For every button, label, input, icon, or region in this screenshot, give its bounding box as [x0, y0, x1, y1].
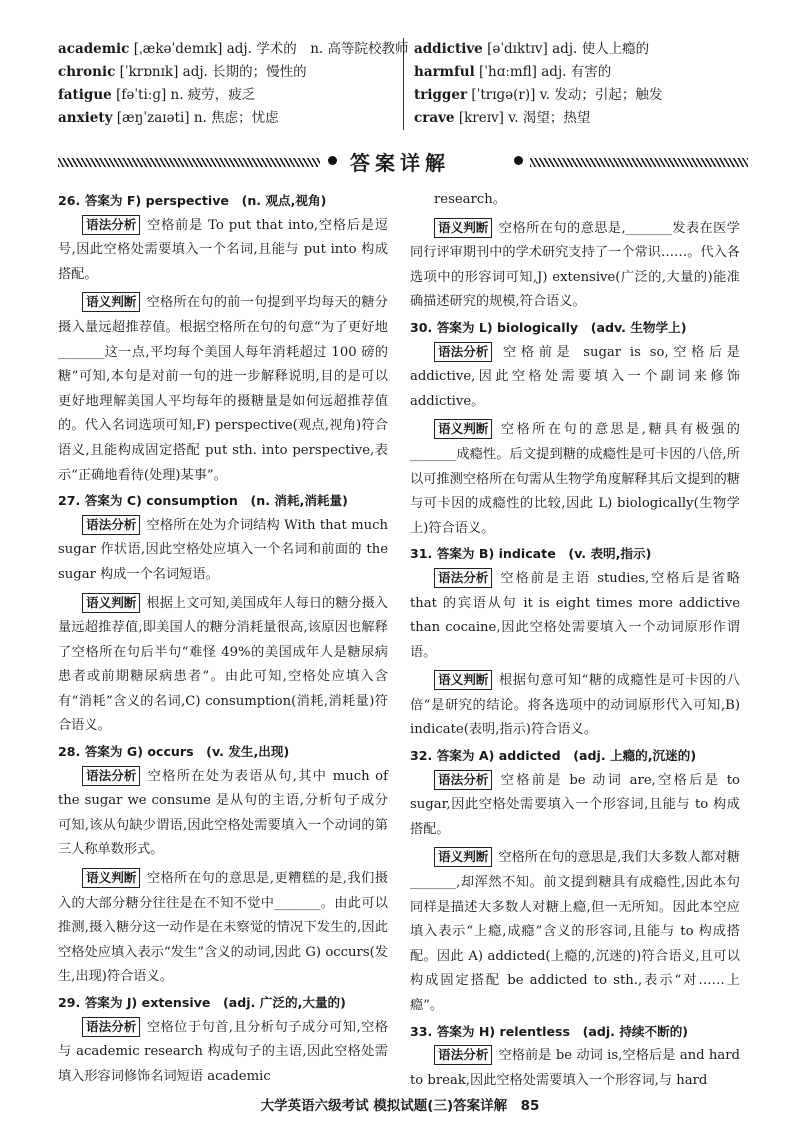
meaning-judgement-label: 语义判断: [82, 292, 140, 312]
vocab-entry: addictive [əˈdɪktɪv] adj. 使人上瘾的: [414, 41, 650, 57]
analysis-paragraph: 语义判断 根据上文可知,美国成年人每日的糖分摄入量远超推荐值,即美国人的糖分消耗量很高,该原因也解释了空格所在句后半句“难怪 49%的美国成年人是糖尿病患者或前期糖尿病患者”。由此可知,空格处应填入含有“消耗”含义的名词,C) consumption(消耗,消耗量)符合语义。: [58, 594, 388, 734]
answer-heading-31: 31. 答案为 B) indicate (v. 表明,指示): [410, 546, 652, 562]
grammar-analysis-label: 语法分析: [434, 1045, 492, 1065]
analysis-paragraph: 语法分析 空格前是 To put that into,空格后是逗号,因此空格处需要填入一个名词,且能与 put into 构成搭配。: [58, 216, 388, 282]
analysis-paragraph: 语法分析 空格前是 sugar is so,空格后是 addictive,因此空格处需要填入一个副词来修饰 addictive。: [410, 343, 740, 409]
continued-text: research。: [434, 192, 506, 207]
heading-rule-right: [530, 158, 748, 167]
grammar-analysis-label: 语法分析: [82, 766, 140, 786]
grammar-analysis-label: 语法分析: [82, 515, 140, 535]
analysis-paragraph: 语义判断 空格所在句的意思是,我们大多数人都对糖_______,却浑然不知。前文提到糖具有成瘾性,因此本句同样是描述大多数人对糖上瘾,但一无所知。因此本空应填入表示“上瘾,成瘾”含义的形容词,且能与 to 构成搭配。因此 A) addicted(上瘾的,沉迷的)符合语义,且可以构成固定搭配 be addicted to sth.,表示“对……上瘾”。: [410, 849, 740, 1013]
analysis-paragraph: 语义判断 空格所在句的前一句提到平均每天的糖分摄入量远超推荐值。根据空格所在句的句意“为了更好地_______这一点,平均每个美国人每年消耗超过 100 磅的糖”可知,本句是对前一句的进一步解释说明,目的是可以更好地理解美国人平均每年的摄糖量是如何远超推荐值的。代入名词选项可知,F) perspective(观点,视角)符合语义,且能构成固定搭配 put sth. into perspective,表示“正确地看待(处理)某事”。: [58, 294, 388, 483]
analysis-paragraph: 语法分析 空格位于句首,且分析句子成分可知,空格与 academic research 构成句子的主语,因此空格处需填入形容词修饰名词短语 academic: [58, 1018, 388, 1084]
answers-column-right: [410, 188, 740, 1093]
heading-dot-right: [514, 156, 523, 165]
grammar-analysis-label: 语法分析: [82, 1017, 140, 1037]
grammar-analysis-label: 语法分析: [434, 568, 492, 588]
analysis-paragraph: 语法分析 空格所在处为介词结构 With that much sugar 作状语,因此空格处应填入一个名词和前面的 the sugar 构成一个名词短语。: [58, 516, 388, 582]
vocab-entry: fatigue [fəˈtiːɡ] n. 疲劳，疲乏: [58, 87, 256, 103]
meaning-judgement-label: 语义判断: [82, 593, 140, 613]
section-title: 答案详解: [350, 151, 450, 175]
analysis-paragraph: 语法分析 空格前是 be 动词 are,空格后是 to sugar,因此空格处需要填入一个形容词,且能与 to 构成搭配。: [410, 771, 740, 837]
analysis-paragraph: 语法分析 空格前是主语 studies,空格后是省略 that 的宾语从句 it is eight times more addictive than cocaine,因此空格处需要填入一个动词原形作谓语。: [410, 569, 740, 660]
vocab-entry: chronic [ˈkrɒnɪk] adj. 长期的；慢性的: [58, 64, 307, 80]
vocabulary-box: [58, 38, 748, 130]
vocab-entry: crave [kreɪv] v. 渴望；热望: [414, 110, 591, 126]
meaning-judgement-label: 语义判断: [82, 868, 140, 888]
answer-heading-33: 33. 答案为 H) relentless (adj. 持续不断的): [410, 1023, 689, 1039]
meaning-judgement-label: 语义判断: [434, 218, 492, 238]
vocabulary-column-right: [404, 38, 748, 130]
heading-rule-left: [58, 158, 320, 167]
answer-heading-27: 27. 答案为 C) consumption (n. 消耗,消耗量): [58, 493, 348, 509]
page-footer: 大学英语六级考试 模拟试题(三)答案详解 85: [260, 1098, 540, 1114]
vocab-entry: harmful [ˈhɑːmfl] adj. 有害的: [414, 64, 612, 80]
section-heading: [58, 150, 748, 174]
analysis-paragraph: 语法分析 空格所在处为表语从句,其中 much of the sugar we consume 是从句的主语,分析句子成分可知,该从句缺少谓语,因此空格处需要填入一个动词的第三人称单数形式。: [58, 767, 388, 858]
meaning-judgement-label: 语义判断: [434, 670, 492, 690]
answer-heading-30: 30. 答案为 L) biologically (adv. 生物学上): [410, 319, 687, 335]
answer-heading-26: 26. 答案为 F) perspective (n. 观点,视角): [58, 193, 327, 208]
analysis-paragraph: 语义判断 根据句意可知“糖的成瘾性是可卡因的八倍”是研究的结论。将各选项中的动词原形代入可知,B) indicate(表明,指示)符合语义。: [410, 672, 740, 738]
heading-dot-left: [328, 156, 337, 165]
answer-heading-28: 28. 答案为 G) occurs (v. 发生,出现): [58, 744, 290, 760]
vocab-entry: trigger [ˈtrɪɡə(r)] v. 发动；引起；触发: [414, 87, 663, 103]
grammar-analysis-label: 语法分析: [434, 342, 492, 362]
grammar-analysis-label: 语法分析: [434, 770, 492, 790]
analysis-paragraph: 语义判断 空格所在句的意思是,糖具有极强的_______成瘾性。后文提到糖的成瘾性是可卡因的八倍,所以可推测空格所在句需从生物学角度解释其后文提到的糖与可卡因的成瘾性的比较,因此 L) biologically(生物学上)符合语义。: [410, 421, 740, 536]
analysis-paragraph: 语法分析 空格前是 be 动词 is,空格后是 and hard to break,因此空格处需要填入一个形容词,与 hard: [410, 1047, 740, 1088]
meaning-judgement-label: 语义判断: [434, 419, 492, 439]
answers-column-left: [58, 188, 388, 1089]
vocab-entry: anxiety [æŋˈzaɪəti] n. 焦虑；忧虑: [58, 110, 279, 126]
meaning-judgement-label: 语义判断: [434, 847, 492, 867]
answer-heading-29: 29. 答案为 J) extensive (adj. 广泛的,大量的): [58, 995, 346, 1010]
analysis-paragraph: 语义判断 空格所在句的意思是,更糟糕的是,我们摄入的大部分糖分往往是在不知不觉中_______。由此可以推测,摄入糖分这一动作是在未察觉的情况下发生的,因此空格处应填入表示“发生”含义的动词,因此 G) occurs(发生,出现)符合语义。: [58, 870, 388, 985]
grammar-analysis-label: 语法分析: [82, 215, 140, 235]
answer-heading-32: 32. 答案为 A) addicted (adj. 上瘾的,沉迷的): [410, 748, 697, 764]
analysis-paragraph: 语义判断 空格所在句的意思是,_______发表在医学同行评审期刊中的学术研究支持了一个常识……。代入各选项中的形容词可知,J) extensive(广泛的,大量的)能准确描述研究的规模,符合语义。: [410, 219, 740, 310]
vocab-entry: academic [ˌækəˈdemɪk] adj. 学术的 n. 高等院校教师: [58, 41, 409, 57]
vocabulary-column-left: [58, 38, 409, 130]
